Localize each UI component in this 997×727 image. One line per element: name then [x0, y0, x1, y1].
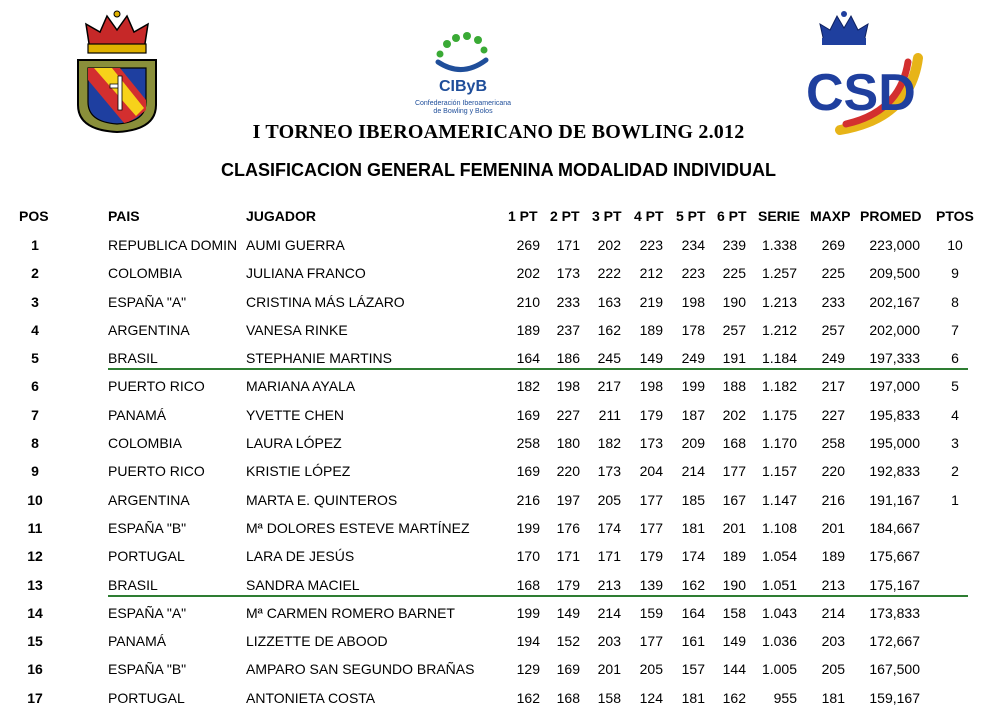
table-row: [0, 455, 997, 483]
cell-p2: 168: [556, 689, 580, 706]
cell-promed: 195,000: [869, 435, 920, 452]
cell-p5: 234: [681, 237, 705, 253]
col-header-p5: 5 PT: [676, 208, 706, 224]
cell-promed: 191,167: [869, 491, 920, 508]
cell-p6: 225: [722, 265, 746, 282]
cell-p5: 223: [681, 265, 705, 282]
cell-maxp: 205: [821, 661, 845, 678]
cell-jugador: ANTONIETA COSTA: [246, 689, 376, 706]
cell-pais: PUERTO RICO: [108, 378, 205, 395]
table-row: [0, 625, 997, 653]
cell-p4: 219: [639, 293, 663, 310]
cell-p1: 194: [516, 633, 540, 650]
cell-p4: 124: [639, 689, 663, 706]
cell-ptos: 3: [951, 435, 959, 452]
cell-ptos: 7: [951, 321, 959, 338]
cell-p6: 144: [722, 661, 746, 678]
cell-p3: 213: [597, 576, 621, 593]
cell-jugador: STEPHANIE MARTINS: [246, 350, 392, 367]
cell-pais: PUERTO RICO: [108, 463, 205, 480]
cell-p5: 198: [681, 293, 705, 310]
table-row: [0, 286, 997, 314]
table-row: [0, 257, 997, 285]
cell-serie: 1.054: [761, 548, 797, 565]
cell-promed: 172,667: [869, 633, 920, 650]
col-header-pais: PAIS: [108, 208, 140, 224]
cell-p4: 139: [639, 576, 663, 593]
cell-pais: ARGENTINA: [108, 321, 190, 338]
cell-p6: 202: [722, 406, 746, 423]
cell-p1: 164: [516, 350, 540, 367]
cell-p1: 258: [516, 435, 540, 452]
cell-p6: 162: [722, 689, 746, 706]
col-header-pos: POS: [19, 208, 49, 224]
cell-p4: 212: [639, 265, 663, 282]
cell-pais: PANAMÁ: [108, 406, 167, 423]
cell-p4: 179: [639, 548, 663, 565]
cell-pais: ESPAÑA "B": [108, 661, 187, 678]
cell-promed: 223,000: [869, 237, 920, 253]
cell-serie: 1.157: [761, 463, 797, 480]
cell-serie: 1.175: [761, 406, 797, 423]
cell-p4: 204: [639, 463, 663, 480]
table-row: [0, 484, 997, 512]
cell-pos: 15: [27, 633, 43, 650]
cell-p6: 201: [722, 519, 746, 536]
cell-p3: 162: [597, 321, 621, 338]
cell-pais: REPUBLICA DOMIN: [108, 237, 238, 253]
cell-promed: 197,333: [869, 350, 920, 367]
cell-p1: 169: [516, 463, 540, 480]
cell-p6: 158: [722, 604, 746, 621]
table-header: [0, 200, 997, 229]
cell-serie: 1.051: [761, 576, 797, 593]
standings-table: [0, 200, 997, 710]
cell-maxp: 203: [821, 633, 845, 650]
cell-pos: 5: [31, 350, 39, 367]
cell-ptos: 5: [951, 378, 959, 395]
table-body: [0, 229, 997, 710]
cell-pos: 1: [31, 237, 39, 253]
col-header-serie: SERIE: [758, 208, 801, 224]
cell-pais: ARGENTINA: [108, 491, 190, 508]
cell-p1: 169: [516, 406, 540, 423]
cell-pais: PANAMÁ: [108, 633, 167, 650]
cell-p1: 162: [516, 689, 540, 706]
cell-p5: 249: [681, 350, 705, 367]
cell-pais: ESPAÑA "A": [108, 604, 187, 621]
cell-pos: 9: [31, 463, 39, 480]
cell-promed: 167,500: [869, 661, 920, 678]
cell-p2: 180: [556, 435, 580, 452]
cell-ptos: 10: [947, 237, 963, 253]
cell-p3: 203: [597, 633, 621, 650]
cell-p6: 189: [722, 548, 746, 565]
cell-ptos: 8: [951, 293, 959, 310]
cell-jugador: AUMI GUERRA: [246, 237, 345, 253]
cell-pais: PORTUGAL: [108, 548, 185, 565]
cell-promed: 195,833: [869, 406, 920, 423]
cell-p3: 222: [597, 265, 621, 282]
cell-pos: 2: [31, 265, 39, 282]
cibyb-subtitle: Confederación Iberoamericana de Bowling y Bolos: [414, 100, 512, 115]
cell-serie: 1.212: [761, 321, 797, 338]
cell-p3: 171: [597, 548, 621, 565]
cell-maxp: 233: [821, 293, 845, 310]
cell-p2: 152: [556, 633, 580, 650]
cell-p5: 161: [681, 633, 705, 650]
cell-promed: 209,500: [869, 265, 920, 282]
cell-p5: 162: [681, 576, 705, 593]
cell-maxp: 189: [821, 548, 845, 565]
col-header-p4: 4 PT: [634, 208, 664, 224]
cell-p1: 168: [516, 576, 540, 593]
cell-p1: 199: [516, 604, 540, 621]
page-title: I TORNEO IBEROAMERICANO DE BOWLING 2.012: [252, 121, 745, 143]
cell-p3: 245: [597, 350, 621, 367]
cell-p5: 178: [681, 321, 705, 338]
cell-jugador: LARA DE JESÚS: [246, 548, 355, 565]
cell-maxp: 258: [821, 435, 845, 452]
cell-pos: 11: [27, 519, 43, 536]
cell-p6: 191: [722, 350, 746, 367]
cell-promed: 197,000: [869, 378, 920, 395]
cell-p5: 187: [681, 406, 705, 423]
cell-maxp: 269: [821, 237, 845, 253]
cell-jugador: VANESA RINKE: [246, 321, 348, 338]
cell-promed: 202,000: [869, 321, 920, 338]
cell-p5: 181: [681, 689, 705, 706]
cibyb-logo: [398, 30, 528, 125]
cell-pos: 14: [27, 604, 43, 621]
cell-p5: 181: [681, 519, 705, 536]
cell-p2: 173: [556, 265, 580, 282]
cell-p3: 211: [598, 406, 621, 423]
cell-p6: 190: [722, 293, 746, 310]
cell-p2: 197: [556, 491, 580, 508]
cell-p3: 173: [597, 463, 621, 480]
cell-ptos: 9: [951, 265, 959, 282]
cell-p2: 176: [556, 519, 580, 536]
col-header-ptos: PTOS: [936, 208, 974, 224]
cell-ptos: 1: [951, 491, 959, 508]
cell-serie: 1.108: [761, 519, 797, 536]
cell-p4: 159: [639, 604, 663, 621]
col-header-promed: PROMED: [860, 208, 922, 224]
cell-p1: 189: [516, 321, 540, 338]
cell-p5: 214: [681, 463, 705, 480]
cell-serie: 1.147: [761, 491, 797, 508]
cell-maxp: 214: [821, 604, 845, 621]
cell-maxp: 225: [821, 265, 845, 282]
cell-p2: 198: [556, 378, 580, 395]
cell-jugador: AMPARO SAN SEGUNDO BRAÑAS: [246, 661, 475, 678]
csd-logo-text: CSD: [806, 64, 916, 122]
cell-pos: 17: [27, 689, 43, 706]
cell-serie: 1.213: [761, 293, 797, 310]
cell-promed: 192,833: [869, 463, 920, 480]
cell-pos: 4: [31, 321, 39, 338]
cell-maxp: 213: [821, 576, 845, 593]
table-row: [0, 399, 997, 427]
cell-p4: 177: [639, 633, 663, 650]
cell-p5: 185: [681, 491, 705, 508]
cell-p4: 173: [639, 435, 663, 452]
cell-p3: 158: [597, 689, 621, 706]
cell-p4: 149: [639, 350, 663, 367]
table-row: [0, 569, 997, 597]
csd-logo: [800, 8, 930, 138]
cell-jugador: MARIANA AYALA: [246, 378, 356, 395]
cell-jugador: Mª CARMEN ROMERO BARNET: [246, 604, 455, 621]
cell-pos: 12: [27, 548, 43, 565]
cell-serie: 1.170: [761, 435, 797, 452]
cell-serie: 1.184: [761, 350, 797, 367]
cell-promed: 175,667: [869, 548, 920, 565]
table-row: [0, 512, 997, 540]
cell-ptos: 4: [951, 406, 959, 423]
col-header-jugador: JUGADOR: [246, 208, 317, 224]
col-header-p2: 2 PT: [550, 208, 580, 224]
cell-maxp: 217: [821, 378, 845, 395]
cell-p4: 177: [639, 519, 663, 536]
cell-maxp: 227: [821, 406, 845, 423]
cell-ptos: 2: [951, 463, 959, 480]
cell-p2: 237: [556, 321, 580, 338]
cell-p4: 198: [639, 378, 663, 395]
cell-p4: 205: [639, 661, 663, 678]
table-row: [0, 229, 997, 257]
cell-p3: 201: [597, 661, 621, 678]
cell-p3: 205: [597, 491, 621, 508]
cell-p2: 169: [556, 661, 580, 678]
cell-maxp: 257: [821, 321, 845, 338]
cell-serie: 1.338: [761, 237, 797, 253]
cell-p1: 210: [516, 293, 540, 310]
cell-pais: ESPAÑA "A": [108, 293, 187, 310]
cell-p5: 157: [681, 661, 705, 678]
cell-p5: 209: [681, 435, 705, 452]
cell-jugador: CRISTINA MÁS LÁZARO: [246, 293, 405, 310]
table-row: [0, 370, 997, 398]
cell-pos: 13: [27, 576, 43, 593]
cell-jugador: SANDRA MACIEL: [246, 576, 360, 593]
cell-pais: BRASIL: [108, 576, 158, 593]
cell-jugador: YVETTE CHEN: [246, 406, 345, 423]
cell-serie: 1.257: [761, 265, 797, 282]
cell-pos: 7: [31, 406, 39, 423]
cell-jugador: KRISTIE LÓPEZ: [246, 463, 351, 480]
cell-p5: 199: [681, 378, 705, 395]
cell-p2: 186: [556, 350, 580, 367]
cell-p2: 171: [556, 548, 580, 565]
cell-jugador: MARTA E. QUINTEROS: [246, 491, 398, 508]
cell-p4: 189: [639, 321, 663, 338]
cell-p3: 202: [597, 237, 621, 253]
cell-pos: 16: [27, 661, 43, 678]
cell-p6: 239: [722, 237, 746, 253]
col-header-p1: 1 PT: [508, 208, 538, 224]
cell-p1: 216: [516, 491, 540, 508]
cell-maxp: 216: [821, 491, 845, 508]
cell-p2: 171: [556, 237, 580, 253]
cell-p4: 177: [639, 491, 663, 508]
cell-pais: COLOMBIA: [108, 435, 182, 452]
cell-p6: 177: [722, 463, 746, 480]
cell-p6: 167: [722, 491, 746, 508]
cell-p4: 223: [639, 237, 663, 253]
cell-p1: 269: [516, 237, 540, 253]
col-header-maxp: MAXP: [810, 208, 851, 224]
cell-pos: 8: [31, 435, 39, 452]
cell-p2: 220: [556, 463, 580, 480]
table-row: [0, 427, 997, 455]
federation-crest-logo: [72, 10, 162, 135]
cell-p1: 202: [516, 265, 540, 282]
cell-ptos: 6: [951, 350, 959, 367]
cell-jugador: JULIANA FRANCO: [246, 265, 366, 282]
cell-p1: 170: [516, 548, 540, 565]
cell-pais: COLOMBIA: [108, 265, 182, 282]
cell-p2: 149: [556, 604, 580, 621]
col-header-p3: 3 PT: [592, 208, 622, 224]
page-subtitle: CLASIFICACION GENERAL FEMENINA MODALIDAD INDIVIDUAL: [221, 160, 776, 180]
cell-p3: 163: [597, 293, 621, 310]
cell-p1: 129: [516, 661, 540, 678]
cell-maxp: 220: [821, 463, 845, 480]
cell-serie: 1.036: [761, 633, 797, 650]
cibyb-name: CIByB: [438, 78, 487, 95]
cell-promed: 175,167: [869, 576, 920, 593]
cell-p6: 190: [722, 576, 746, 593]
cell-maxp: 201: [821, 519, 845, 536]
cell-p1: 199: [516, 519, 540, 536]
cell-p6: 188: [722, 378, 746, 395]
cell-maxp: 249: [821, 350, 845, 367]
cell-p5: 174: [681, 548, 705, 565]
table-row: [0, 597, 997, 625]
cell-p2: 233: [556, 293, 580, 310]
cell-jugador: LAURA LÓPEZ: [246, 435, 342, 452]
cell-pais: ESPAÑA "B": [108, 519, 187, 536]
cell-p6: 149: [722, 633, 746, 650]
cell-p5: 164: [681, 604, 705, 621]
col-header-p6: 6 PT: [717, 208, 747, 224]
cell-jugador: LIZZETTE DE ABOOD: [246, 633, 388, 650]
cell-p6: 257: [722, 321, 746, 338]
cell-p3: 174: [597, 519, 621, 536]
cell-serie: 1.043: [761, 604, 797, 621]
cell-maxp: 181: [821, 689, 845, 706]
cell-promed: 184,667: [869, 519, 920, 536]
cell-promed: 159,167: [869, 689, 920, 706]
cell-promed: 173,833: [869, 604, 920, 621]
cell-pos: 3: [31, 293, 39, 310]
cell-p6: 168: [722, 435, 746, 452]
cell-p4: 179: [639, 406, 663, 423]
table-row: [0, 540, 997, 568]
cell-serie: 1.005: [761, 661, 797, 678]
cell-pais: PORTUGAL: [108, 689, 185, 706]
table-row: [0, 653, 997, 681]
cell-p1: 182: [516, 378, 540, 395]
cell-p2: 179: [556, 576, 580, 593]
table-row: [0, 314, 997, 342]
table-row: [0, 682, 997, 710]
cell-pais: BRASIL: [108, 350, 158, 367]
cell-serie: 955: [773, 689, 797, 706]
cell-pos: 6: [31, 378, 39, 395]
cell-p3: 182: [597, 435, 621, 452]
cell-p2: 227: [556, 406, 580, 423]
cell-p3: 217: [597, 378, 621, 395]
cell-serie: 1.182: [761, 378, 797, 395]
cell-p3: 214: [597, 604, 621, 621]
cell-pos: 10: [27, 491, 43, 508]
cell-jugador: Mª DOLORES ESTEVE MARTÍNEZ: [246, 519, 470, 536]
cell-promed: 202,167: [869, 293, 920, 310]
table-row: [0, 342, 997, 370]
